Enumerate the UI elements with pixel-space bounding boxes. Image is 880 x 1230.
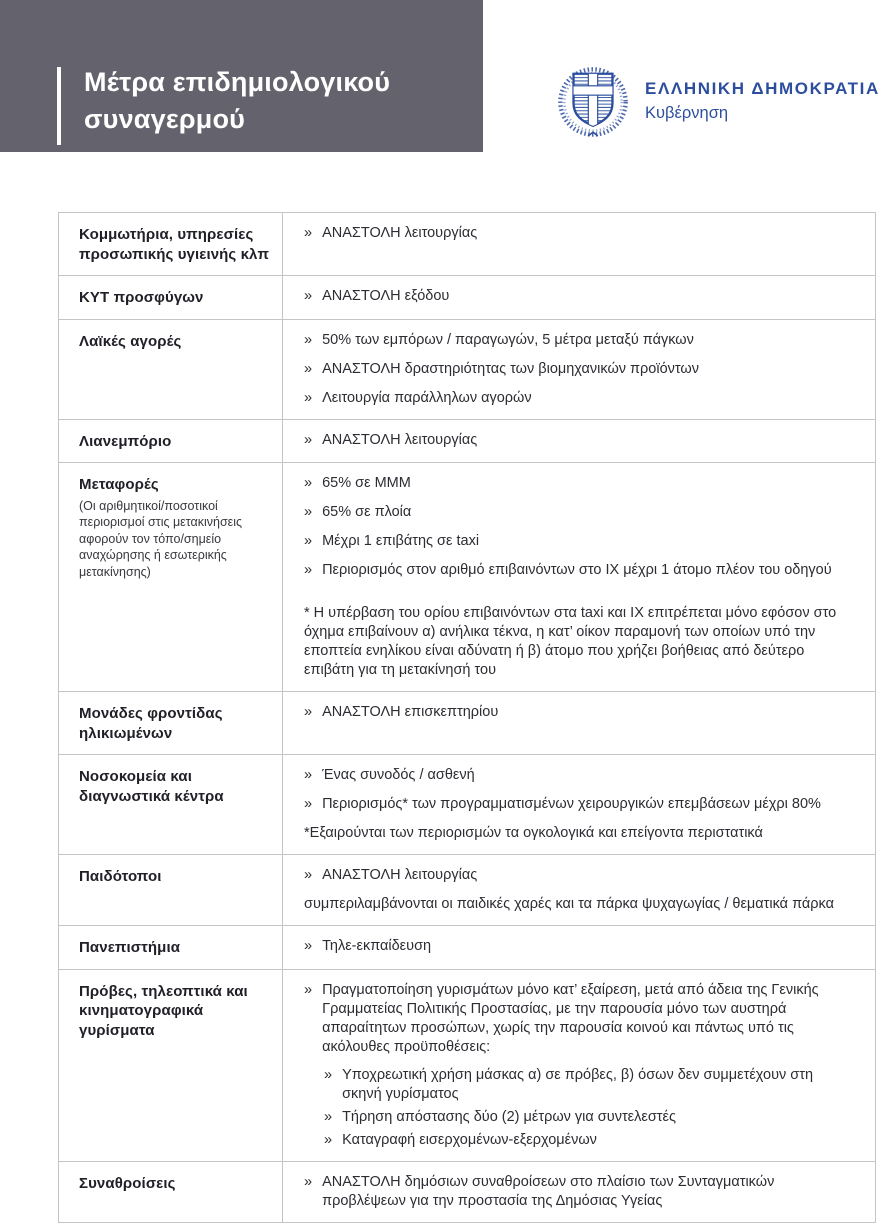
measure-item: » ΑΝΑΣΤΟΛΗ επισκεπτηρίου xyxy=(304,704,499,720)
title-accent-bar xyxy=(57,67,61,145)
table-row xyxy=(59,969,876,1161)
sub-measure-item: » Τήρηση απόστασης δύο (2) μέτρων για συντελεστές xyxy=(324,1108,676,1125)
bullet-glyph: » xyxy=(304,431,313,448)
sub-measure-item: » Υποχρεωτική χρήση μάσκας α) σε πρόβες, β) όσων δεν συμμετέχουν στη σκηνή γυρίσματος xyxy=(324,1066,814,1102)
measure-item: » ΑΝΑΣΤΟΛΗ λειτουργίας xyxy=(304,867,478,883)
bullet-glyph: » xyxy=(324,1131,333,1148)
sub-measure-item: » Καταγραφή εισερχομένων-εξερχομένων xyxy=(324,1131,597,1148)
measure-footnote: συμπεριλαμβάνονται οι παιδικές χαρές και τα πάρκα ψυχαγωγίας / θεματικά πάρκα xyxy=(304,896,834,912)
bullet-glyph: » xyxy=(304,360,313,377)
bullet-glyph: » xyxy=(304,938,313,954)
table-row xyxy=(59,855,876,926)
bullet-glyph: » xyxy=(324,1066,333,1083)
measure-item: » ΑΝΑΣΤΟΛΗ δημόσιων συναθροίσεων στο πλαίσιο των Συνταγματικών προβλέψεων για την προστασία της Δημόσιας Υγείας xyxy=(304,1173,775,1209)
bullet-glyph: » xyxy=(304,981,313,998)
bullet-glyph: » xyxy=(304,562,313,578)
measures-table xyxy=(58,212,876,1223)
category-note: (Οι αριθμητικοί/ποσοτικοί περιορισμοί στις μετακινήσεις αφορούν τον τόπο/σημείο αναχώρησης ή εσωτερικής μετακίνησης) xyxy=(79,498,243,579)
bullet-glyph: » xyxy=(304,288,313,304)
measure-item: » 65% σε ΜΜΜ xyxy=(304,475,411,491)
bullet-glyph: » xyxy=(304,331,313,348)
measure-item: » ΑΝΑΣΤΟΛΗ δραστηριότητας των βιομηχανικών προϊόντων xyxy=(304,360,700,377)
category-label: Πανεπιστήμια xyxy=(79,939,181,956)
measure-item: » ΑΝΑΣΤΟΛΗ λειτουργίας xyxy=(304,225,478,241)
measure-footnote: * Η υπέρβαση του ορίου επιβαινόντων στα taxi και ΙΧ επιτρέπεται μόνο εφόσον στο όχημα επιβαίνουν α) ανήλικα τέκνα, η κατ’ οίκον παραμονή των οποίων υπό την εποπτεία ενηλίκου είναι αδύνατη ή β) άτομο που χρήζει βοήθειας από δεύτερο επιβάτη για τη μετακίνησή του xyxy=(304,605,837,678)
measure-item: » Τηλε-εκπαίδευση xyxy=(304,938,432,954)
greek-coat-of-arms-icon xyxy=(556,58,630,144)
header-banner xyxy=(0,0,483,152)
category-label: Πρόβες, τηλεοπτικά και κινηματογραφικά γυρίσματα xyxy=(79,982,248,1039)
bullet-glyph: » xyxy=(304,704,313,720)
table-row xyxy=(59,926,876,970)
table-row xyxy=(59,276,876,320)
category-label: Λιανεμπόριο xyxy=(79,432,172,450)
table-row xyxy=(59,463,876,692)
table-row xyxy=(59,319,876,419)
category-label: Συναθροίσεις xyxy=(79,1174,176,1192)
table-row xyxy=(59,213,876,276)
bullet-glyph: » xyxy=(304,504,313,520)
category-label: Νοσοκομεία και διαγνωστικά κέντρα xyxy=(79,768,224,805)
bullet-glyph: » xyxy=(324,1108,333,1125)
measure-item: » Περιορισμός στον αριθμό επιβαινόντων στο ΙΧ μέχρι 1 άτομο πλέον του οδηγού xyxy=(304,562,832,578)
bullet-glyph: » xyxy=(304,1173,313,1190)
category-label: Λαϊκές αγορές xyxy=(79,332,182,350)
bullet-glyph: » xyxy=(304,533,313,549)
category-label: Μεταφορές xyxy=(79,476,159,493)
measure-item: » 65% σε πλοία xyxy=(304,504,412,520)
measure-item: » 50% των εμπόρων / παραγωγών, 5 μέτρα μεταξύ πάγκων xyxy=(304,331,694,348)
bullet-glyph: » xyxy=(304,767,313,783)
bullet-glyph: » xyxy=(304,389,313,406)
table-row xyxy=(59,419,876,463)
bullet-glyph: » xyxy=(304,225,313,241)
table-row xyxy=(59,692,876,755)
bullet-glyph: » xyxy=(304,796,313,812)
category-label: Παιδότοποι xyxy=(79,868,162,885)
category-label: ΚΥΤ προσφύγων xyxy=(79,289,204,306)
government-label: Κυβέρνηση xyxy=(645,104,729,122)
category-label: Μονάδες φροντίδας ηλικιωμένων xyxy=(79,705,223,742)
bullet-glyph: » xyxy=(304,867,313,883)
government-logo-text xyxy=(645,79,880,123)
measure-item: » Λειτουργία παράλληλων αγορών xyxy=(304,389,532,406)
measure-item: » ΑΝΑΣΤΟΛΗ εξόδου xyxy=(304,288,450,304)
measure-item: » Μέχρι 1 επιβάτης σε taxi xyxy=(304,533,480,549)
category-label: Κομμωτήρια, υπηρεσίες προσωπικής υγιεινής κλπ xyxy=(79,226,270,263)
table-row xyxy=(59,755,876,855)
measure-footnote: *Εξαιρούνται των περιορισμών τα ογκολογικά και επείγοντα περιστατικά xyxy=(304,825,763,841)
measure-item: » Περιορισμός* των προγραμματισμένων χειρουργικών επεμβάσεων μέχρι 80% xyxy=(304,796,821,812)
measure-item: » Πραγματοποίηση γυρισμάτων μόνο κατ’ εξαίρεση, μετά από άδεια της Γενικής Γραμματείας Πολιτικής Προστασίας, με την παρουσία μόνο των αυστηρά απαραίτητων προσώπων, χωρίς την παρουσία κοινού και πάντως υπό τις ακόλουθες προϋποθέσεις: xyxy=(304,981,819,1055)
table-row xyxy=(59,1161,876,1222)
bullet-glyph: » xyxy=(304,475,313,491)
sub-measure-list xyxy=(304,1066,851,1150)
government-logo xyxy=(556,58,880,144)
measure-item: » ΑΝΑΣΤΟΛΗ λειτουργίας xyxy=(304,431,478,448)
measure-item: » Ένας συνοδός / ασθενή xyxy=(304,767,475,783)
hellenic-republic-label: ΕΛΛΗΝΙΚΗ ΔΗΜΟΚΡΑΤΙΑ xyxy=(645,79,880,98)
page-title: Μέτρα επιδημιολογικού συναγερμού xyxy=(84,67,391,134)
